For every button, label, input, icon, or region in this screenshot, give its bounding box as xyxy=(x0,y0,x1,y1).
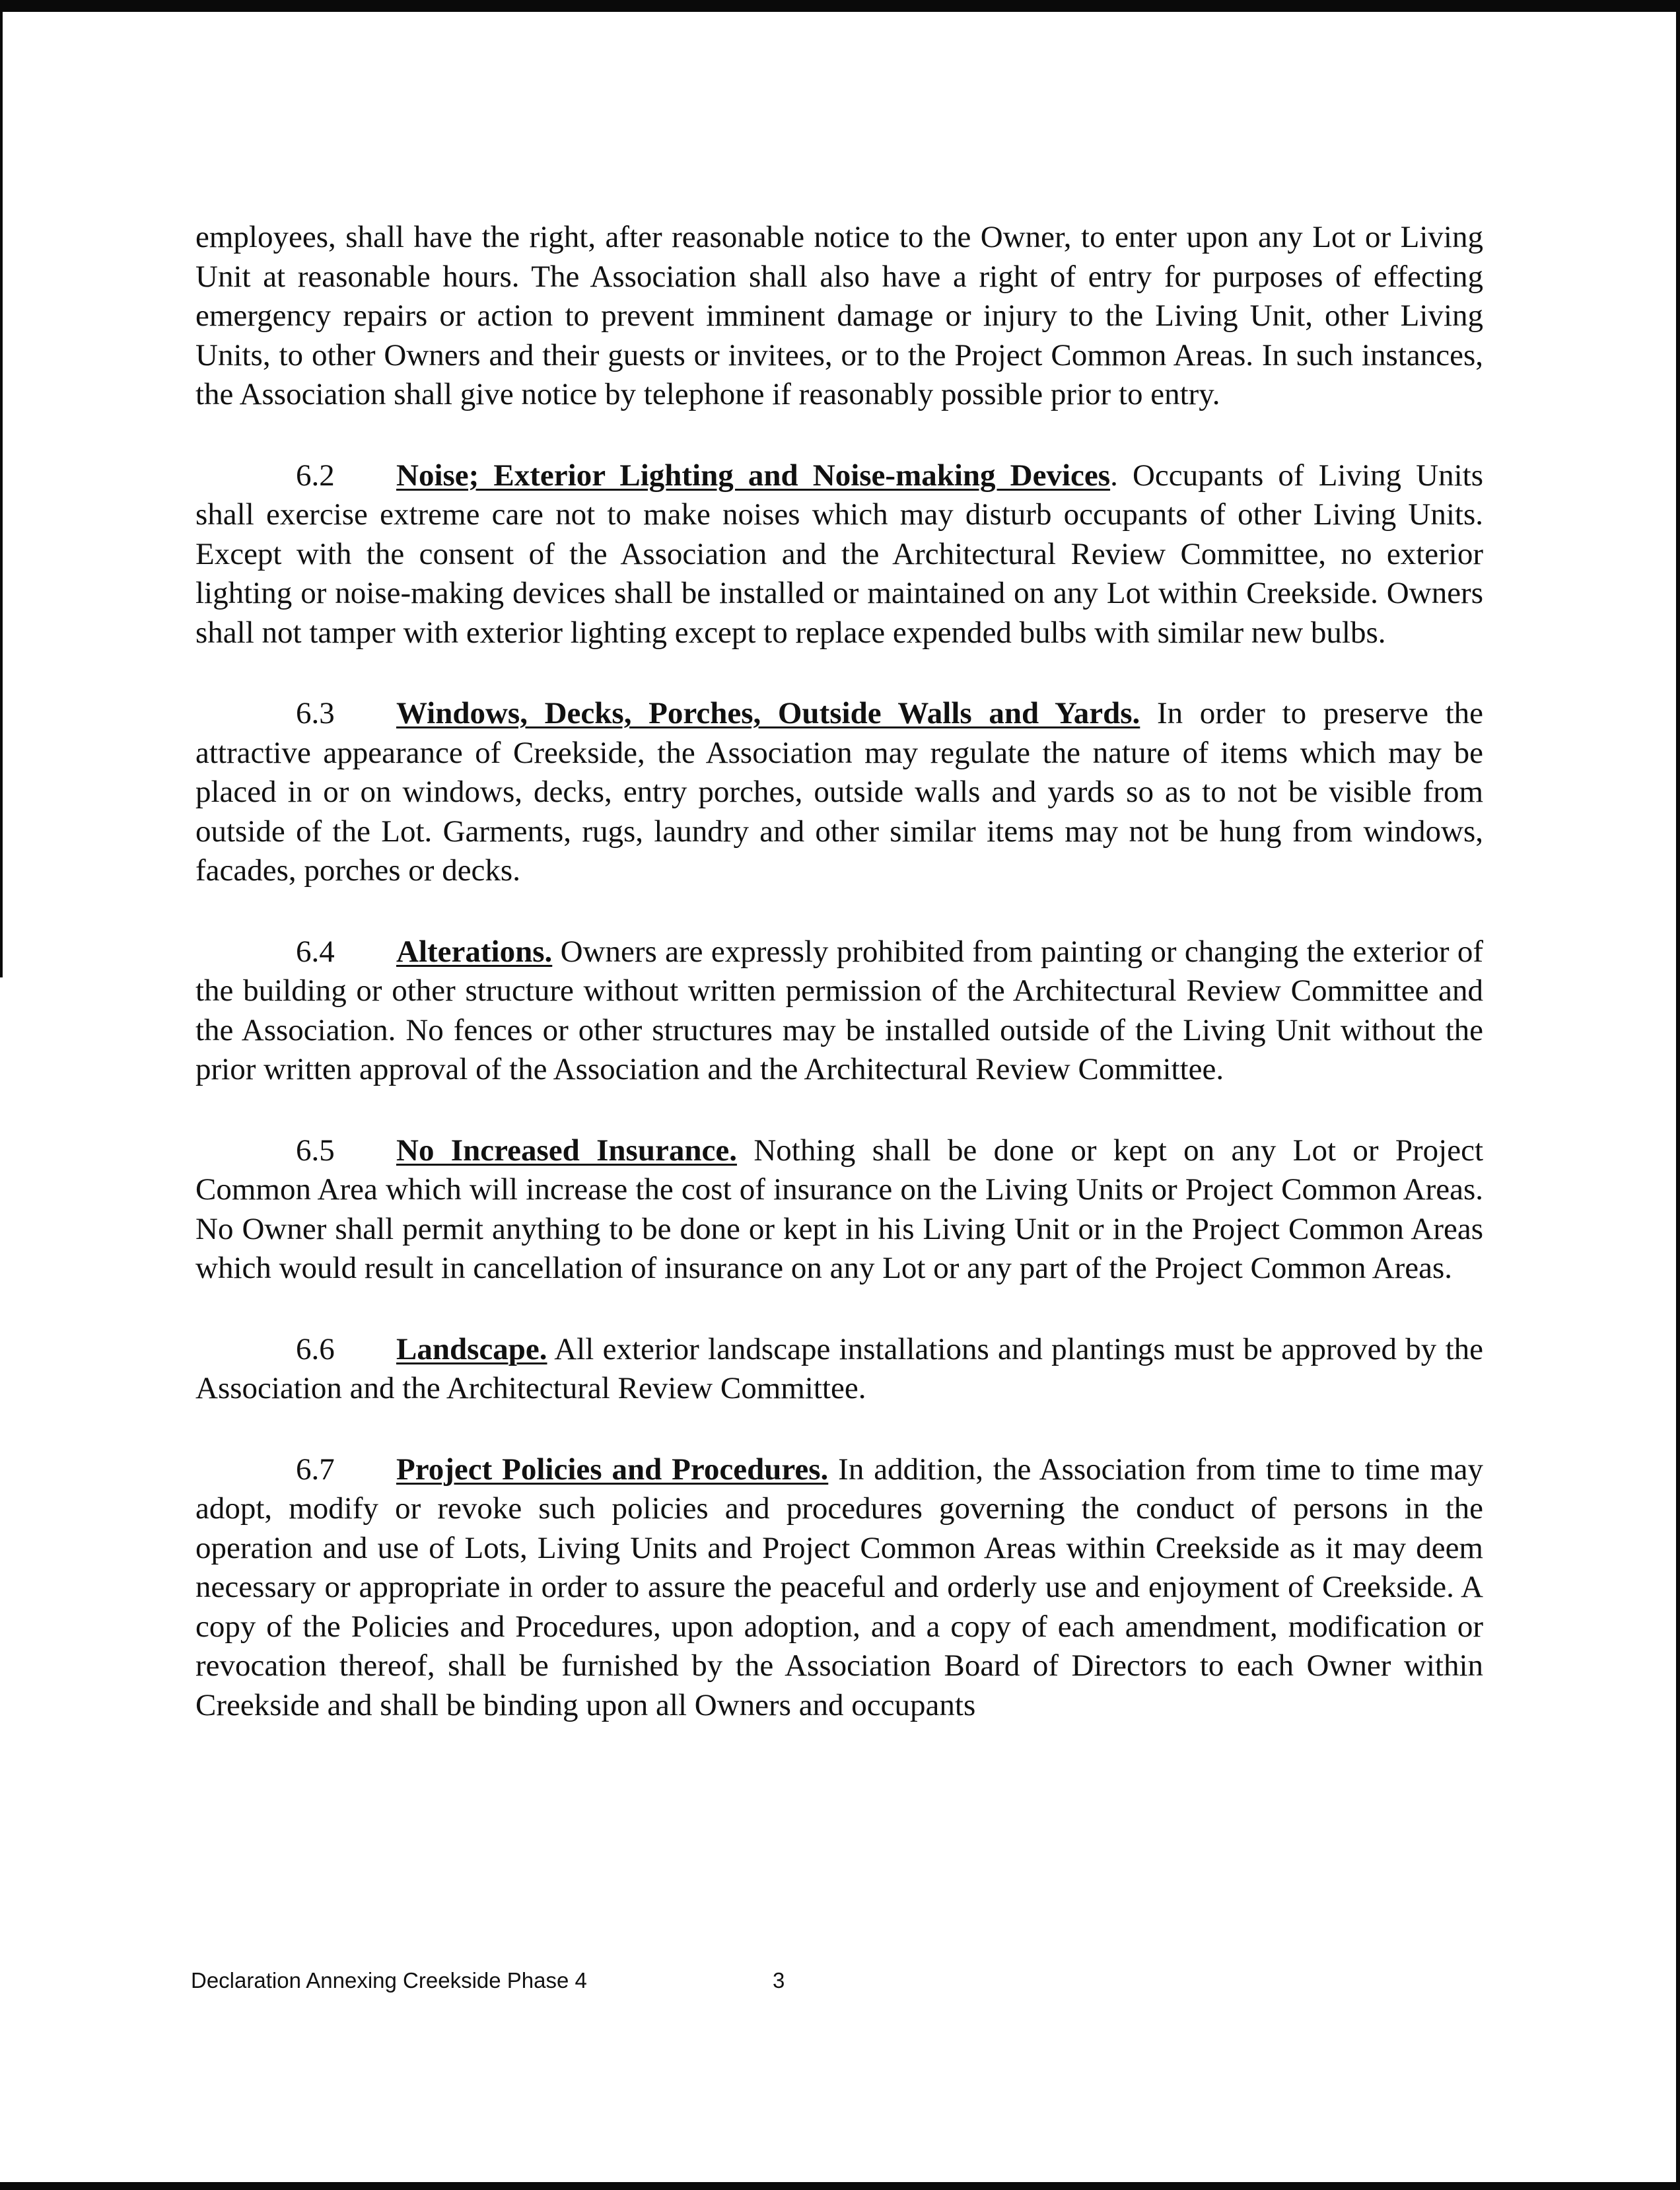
scan-edge-top xyxy=(0,0,1680,12)
scan-edge-bottom xyxy=(0,2182,1680,2190)
section-body: Occupants of Living Units shall exercise extreme care not to make noises which may disturb occupants of other Living Units. Except with the consent of the Association and the Architectural Review Committee, no exterior lighting or noise-making devices shall be installed or maintained on any Lot within Creekside. Owners shall not tamper with exterior lighting except to replace expended bulbs with similar new bulbs. xyxy=(195,458,1484,650)
section-number: 6.7 xyxy=(296,1452,335,1487)
section-body: In order to preserve the attractive appearance of Creekside, the Association may regulate the nature of items which may be placed in or on windows, decks, entry porches, outside walls and yards so as to not be visible from outside of the Lot. Garments, rugs, laundry and other similar items may not be hung from windows, facades, porches or decks. xyxy=(195,696,1484,888)
scan-edge-left xyxy=(0,0,3,977)
section-6-7 xyxy=(195,1450,1483,1726)
section-number: 6.5 xyxy=(296,1133,335,1168)
intro-paragraph: employees, shall have the right, after reasonable notice to the Owner, to enter upon any Lot or Living Unit at reasonable hours. The Association shall also have a right of entry for purposes of effecting emergency repairs or action to prevent imminent damage or injury to the Living Unit, other Living Units, to other Owners and their guests or invitees, or to the Project Common Areas. In such instances, the Association shall give notice by telephone if reasonably possible prior to entry. xyxy=(195,220,1483,411)
section-number: 6.2 xyxy=(296,458,335,493)
section-heading: Noise; Exterior Lighting and Noise-making Devices xyxy=(396,458,1111,493)
section-6-2 xyxy=(195,456,1483,653)
section-number: 6.4 xyxy=(296,934,335,969)
document-body xyxy=(195,218,1483,1725)
section-body: In addition, the Association from time to time may adopt, modify or revoke such policies and procedures governing the conduct of persons in the operation and use of Lots, Living Units and Project Common Areas within Creekside as it may deem necessary or appropriate in order to assure the peaceful and orderly use and enjoyment of Creekside. A copy of the Policies and Procedures, upon adoption, and a copy of each amendment, modification or revocation thereof, shall be furnished by the Association Board of Directors to each Owner within Creekside and shall be binding upon all Owners and occupants xyxy=(195,1452,1483,1722)
section-6-3 xyxy=(195,694,1483,891)
section-6-6 xyxy=(195,1330,1483,1409)
section-body: All exterior landscape installations and plantings must be approved by the Association and the Architectural Review Committee. xyxy=(195,1331,1483,1405)
section-body: Nothing shall be done or kept on any Lot or Project Common Area which will increase the cost of insurance on the Living Units or Project Common Areas. No Owner shall permit anything to be done or kept in his Living Unit or in the Project Common Areas which would result in cancellation of insurance on any Lot or any part of the Project Common Areas. xyxy=(195,1133,1484,1285)
section-heading: Landscape. xyxy=(396,1331,547,1366)
section-number: 6.6 xyxy=(296,1331,335,1366)
section-6-5 xyxy=(195,1131,1483,1289)
footer-document-title: Declaration Annexing Creekside Phase 4 xyxy=(191,1968,587,1993)
section-heading: Windows, Decks, Porches, Outside Walls and Yards. xyxy=(396,696,1140,730)
section-body: Owners are expressly prohibited from painting or changing the exterior of the building or other structure without written permission of the Architectural Review Committee and the Association. No fences or other structures may be installed outside of the Living Unit without the prior written approval of the Association and the Architectural Review Committee. xyxy=(195,934,1484,1086)
section-number: 6.3 xyxy=(296,696,335,730)
section-heading: No Increased Insurance. xyxy=(396,1133,737,1168)
footer-page-number: 3 xyxy=(773,1968,785,1993)
section-heading-punct: . xyxy=(1110,458,1118,493)
section-heading: Alterations. xyxy=(396,934,553,969)
section-6-4 xyxy=(195,933,1483,1090)
section-heading: Project Policies and Procedures. xyxy=(396,1452,829,1487)
scan-edge-right xyxy=(1676,0,1680,2190)
